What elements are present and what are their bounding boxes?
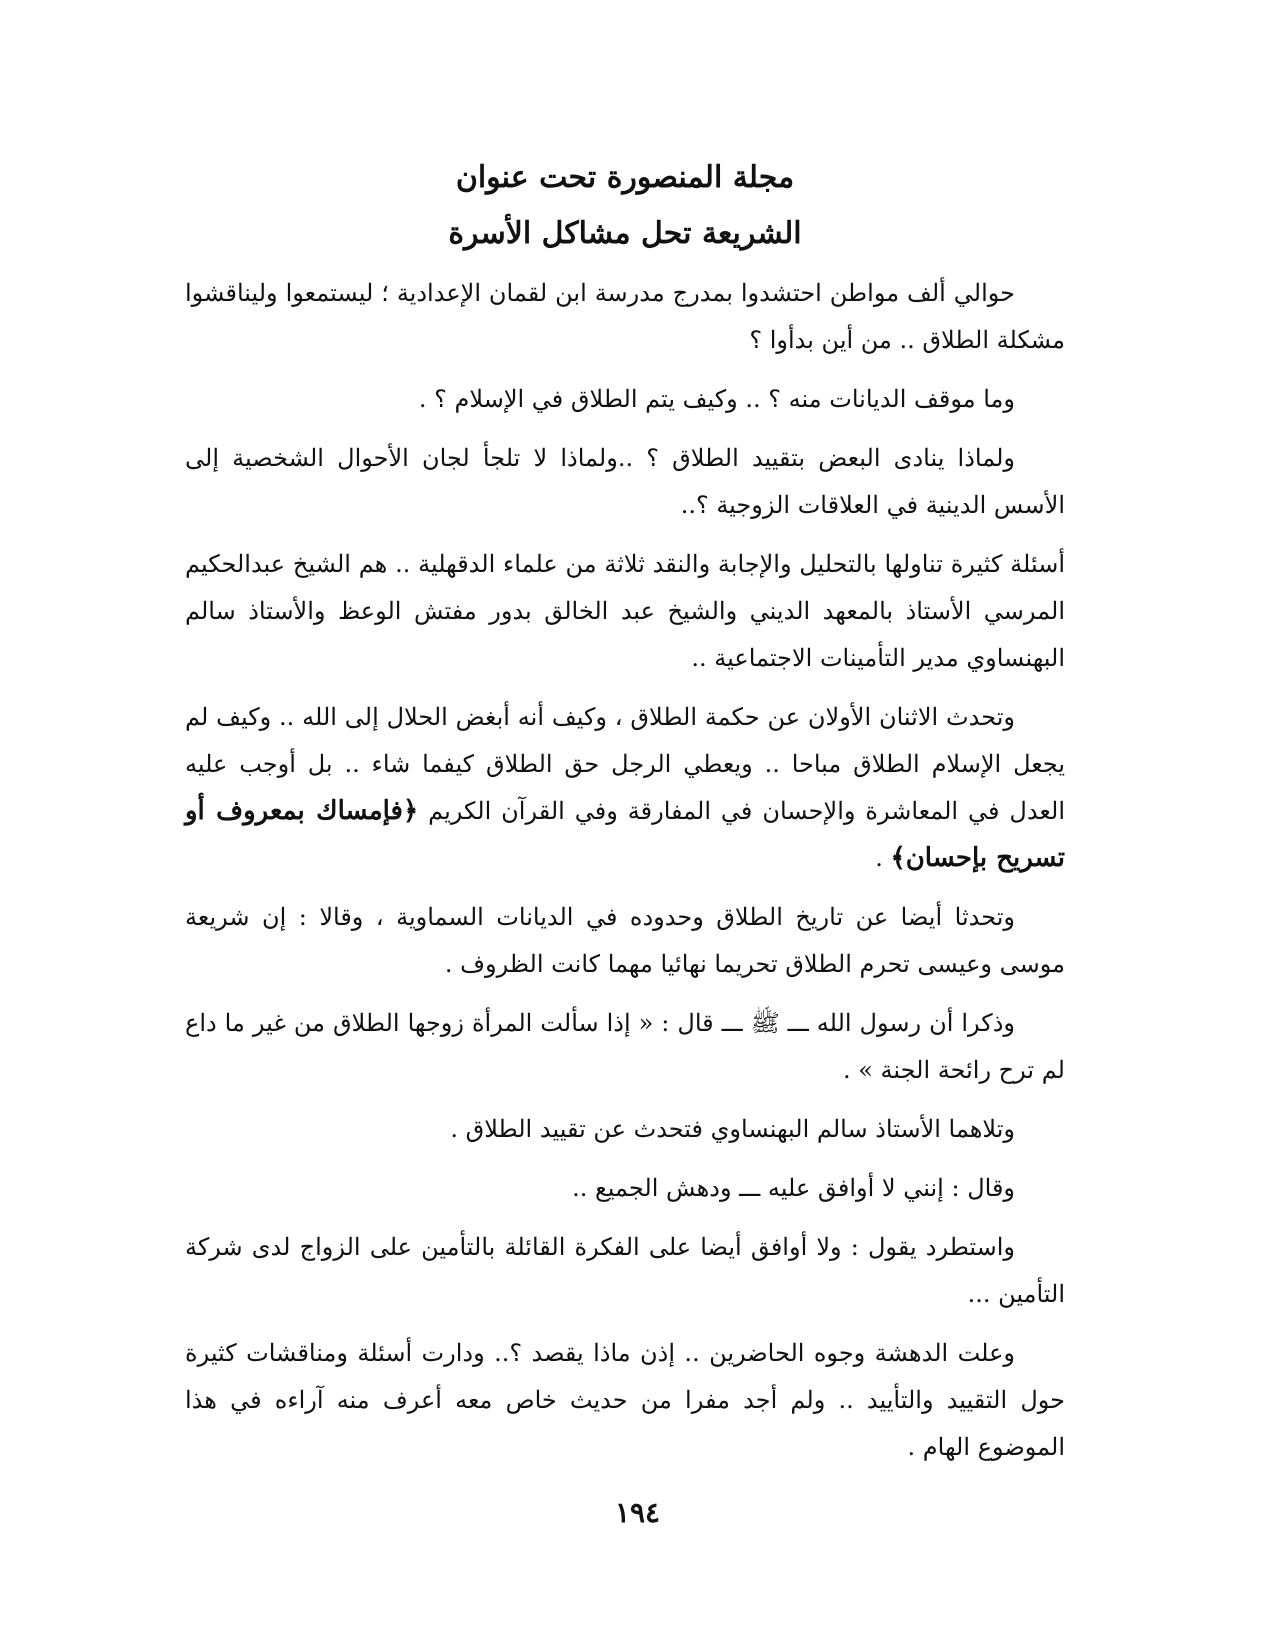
quran-verse: ﴿فإمساك بمعروف أو تسريح بإحسان﴾ (185, 796, 1065, 873)
paragraph-5 (185, 694, 1065, 882)
paragraph-9: وقال : إنني لا أوافق عليه ـــ ودهش الجميع .. (572, 1174, 1015, 1202)
paragraph-10: واستطرد يقول : ولا أوافق أيضا على الفكرة القائلة بالتأمين على الزواج لدى شركة التأمين ... (185, 1233, 1065, 1308)
paragraph-8: وتلاهما الأستاذ سالم البهنساوي فتحدث عن تقييد الطلاق . (450, 1115, 1015, 1143)
paragraph-5-end: . (875, 844, 891, 872)
title-line-2: الشريعة تحل مشاكل الأسرة (448, 216, 802, 251)
paragraph-6: وتحدثا أيضا عن تاريخ الطلاق وحدوده في الديانات السماوية ، وقالا : إن شريعة موسى وعيسى تحرم الطلاق تحريما نهائيا مهما كانت الظروف . (185, 903, 1065, 978)
paragraph-1: حوالي ألف مواطن احتشدوا بمدرج مدرسة ابن لقمان الإعدادية ؛ ليستمعوا وليناقشوا مشكلة الطلاق .. من أين بدأوا ؟ (185, 279, 1065, 354)
document-page (185, 150, 1065, 1483)
paragraph-11: وعلت الدهشة وجوه الحاضرين .. إذن ماذا يقصد ؟.. ودارت أسئلة ومناقشات كثيرة حول التقييد والتأييد .. ولم أجد مفرا من حديث خاص معه أعرف منه آراءه في هذا الموضوع الهام . (185, 1339, 1065, 1461)
paragraph-2: وما موقف الديانات منه ؟ .. وكيف يتم الطلاق في الإسلام ؟ . (418, 385, 1015, 413)
title-line-1: مجلة المنصورة تحت عنوان (455, 160, 795, 195)
page-number: ١٩٤ (614, 1496, 661, 1529)
paragraph-3: ولماذا ينادى البعض بتقييد الطلاق ؟ ..ولماذا لا تلجأ لجان الأحوال الشخصية إلى الأسس الدينية في العلاقات الزوجية ؟.. (185, 444, 1065, 519)
article-body (185, 270, 1065, 1471)
paragraph-5-text: وتحدث الاثنان الأولان عن حكمة الطلاق ، وكيف أنه أبغض الحلال إلى الله .. وكيف لم يجعل الإسلام الطلاق مباحا .. ويعطي الرجل حق الطلاق كيفما شاء .. بل أوجب عليه العدل في المعاشرة والإحسان في المفارقة وفي القرآن الكريم (185, 703, 1065, 825)
paragraph-4: أسئلة كثيرة تناولها بالتحليل والإجابة والنقد ثلاثة من علماء الدقهلية .. هم الشيخ عبدالحكيم المرسي الأستاذ بالمعهد الديني والشيخ عبد الخالق بدور مفتش الوعظ والأستاذ سالم البهنساوي مدير التأمينات الاجتماعية .. (185, 550, 1065, 672)
paragraph-7: وذكرا أن رسول الله ـــ ﷺ ـــ قال : « إذا سألت المرأة زوجها الطلاق من غير ما داع لم ترح رائحة الجنة » . (185, 1009, 1065, 1084)
